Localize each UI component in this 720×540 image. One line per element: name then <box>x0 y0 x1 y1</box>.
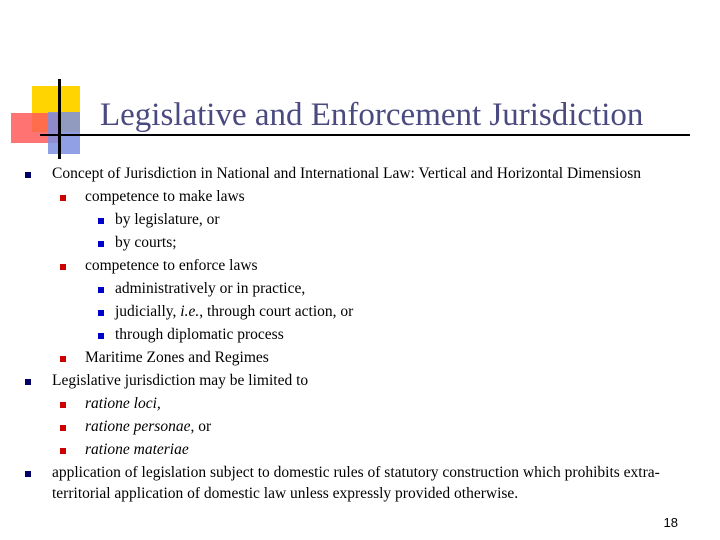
bullet-icon <box>60 195 66 201</box>
or-text: , or <box>190 418 212 435</box>
bullet-icon <box>25 172 31 178</box>
bullet-icon <box>60 425 66 431</box>
bullet-icon <box>98 333 104 339</box>
list-item-ratione-personae <box>85 417 211 437</box>
ratione-personae-text: ratione personae <box>85 418 191 435</box>
bullet-icon <box>25 379 31 385</box>
list-item-application-line2: territorial application of domestic law unless expressly provided otherwise. <box>52 485 519 502</box>
judicially-text: judicially, <box>115 303 181 320</box>
list-item-legislative-limited: Legislative jurisdiction may be limited to <box>52 372 309 389</box>
title-underline <box>40 134 690 136</box>
list-item-by-legislature: by legislature, or <box>115 211 220 228</box>
bullet-icon <box>60 264 66 270</box>
decor-vertical-line <box>58 79 61 159</box>
list-item-competence-enforce: competence to enforce laws <box>85 257 258 274</box>
bullet-icon <box>98 287 104 293</box>
list-item-ratione-materiae: ratione materiae <box>85 441 189 458</box>
list-item-diplomatic: through diplomatic process <box>115 326 284 343</box>
bullet-icon <box>25 471 31 477</box>
ie-abbrev: i.e. <box>180 303 200 320</box>
list-item-competence-make: competence to make laws <box>85 188 245 205</box>
list-item-judicially <box>115 302 353 322</box>
bullet-icon <box>98 241 104 247</box>
list-item-ratione-loci: ratione loci, <box>85 395 161 412</box>
page-number: 18 <box>663 515 678 530</box>
bullet-icon <box>60 356 66 362</box>
slide-title: Legislative and Enforcement Jurisdiction <box>100 97 644 133</box>
list-item-administratively: administratively or in practice, <box>115 280 306 297</box>
bullet-icon <box>60 402 66 408</box>
decor-blue-square <box>48 112 80 154</box>
list-item-by-courts: by courts; <box>115 234 177 251</box>
list-item-application-line1: application of legislation subject to domestic rules of statutory construction which prohibits extra- <box>52 464 660 481</box>
bullet-icon <box>98 310 104 316</box>
court-action-text: , through court action, or <box>199 303 354 320</box>
bullet-icon <box>60 448 66 454</box>
bullet-icon <box>98 218 104 224</box>
list-item-concept: Concept of Jurisdiction in National and International Law: Vertical and Horizontal Dimensiosn <box>52 165 641 182</box>
list-item-maritime: Maritime Zones and Regimes <box>85 349 269 366</box>
